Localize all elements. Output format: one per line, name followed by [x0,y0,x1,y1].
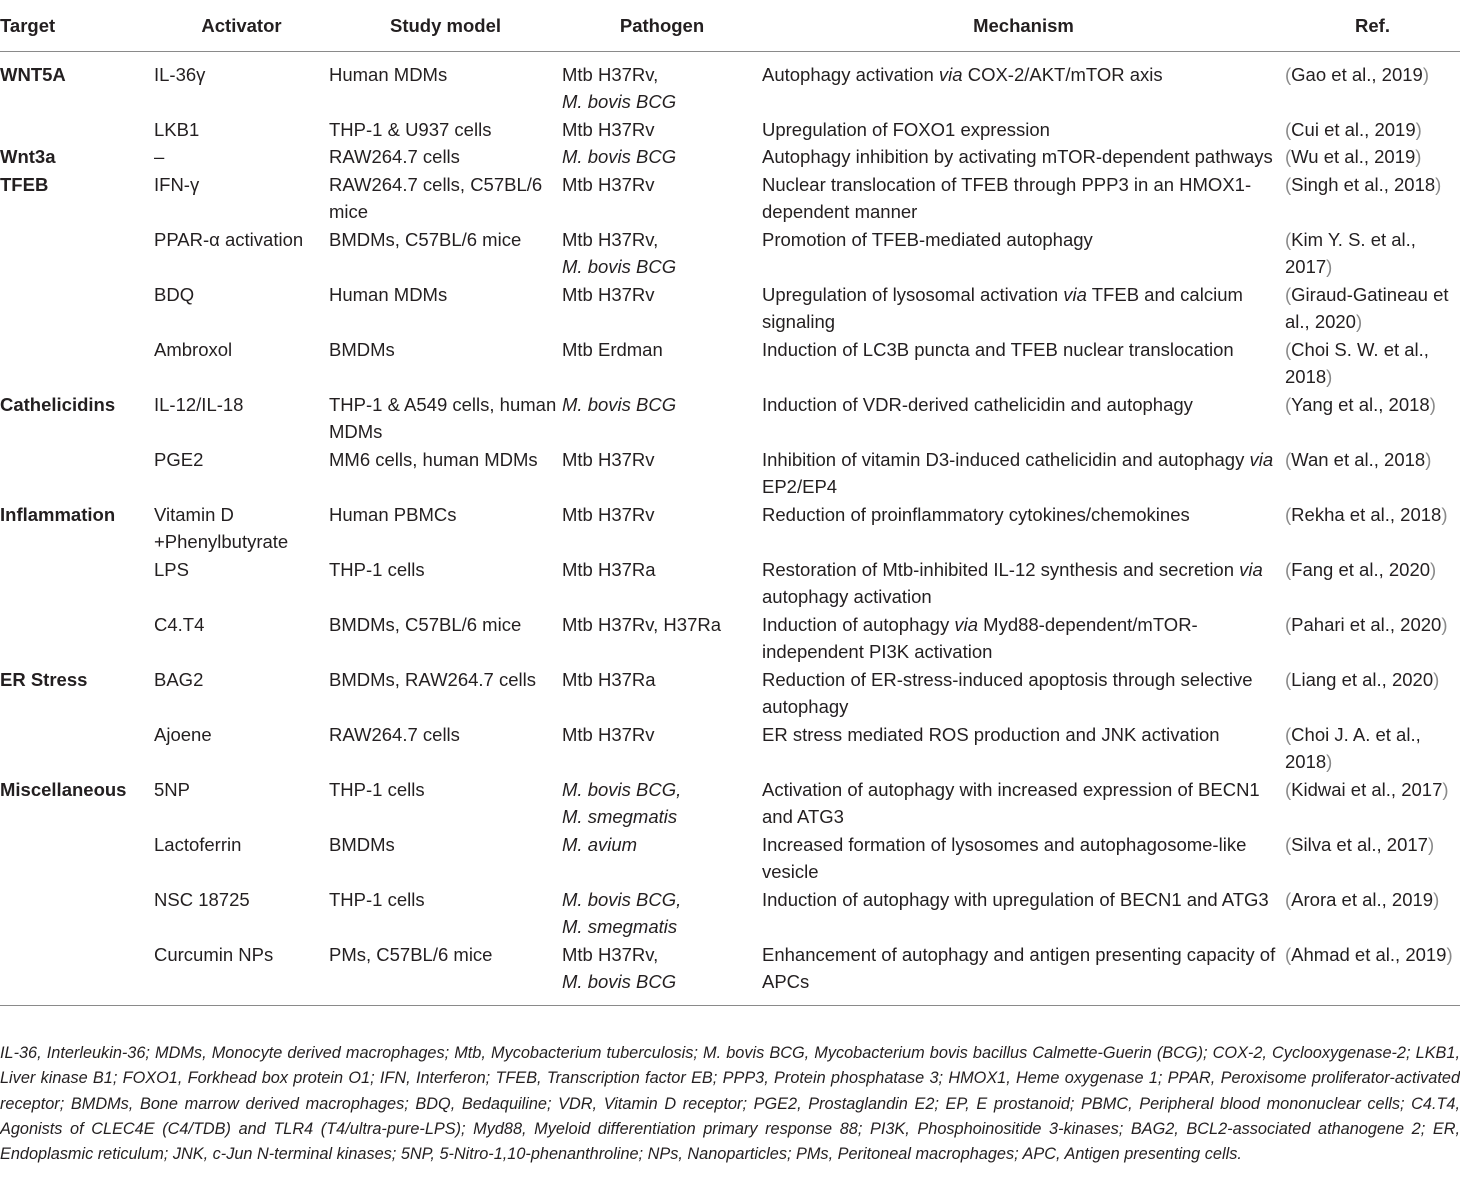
pathogen-line: Mtb H37Rv [562,723,655,745]
table-row [0,941,1460,1006]
cell-study-model: BMDMs [329,338,395,360]
cell-activator: – [154,146,165,167]
cell-study-model: RAW264.7 cells [329,146,460,167]
ref-citation[interactable]: Kim Y. S. et al., 2017 [1285,228,1416,277]
cell-mechanism [762,281,1285,336]
pathogen-line: Mtb H37Ra [562,668,656,690]
cell-mechanism [762,611,1285,666]
table-body [0,51,1460,1005]
pathogen-line: Mtb Erdman [562,338,663,360]
ref-close-paren: ) [1326,256,1333,277]
cell-mechanism [762,501,1285,556]
ref-citation[interactable]: Arora et al., 2019 [1291,888,1434,910]
header-row [0,4,1460,51]
cell-activator: LKB1 [154,118,200,140]
cell-study-model: THP-1 cells [329,558,425,580]
cell-study-model: RAW264.7 cells, C57BL/6 mice [329,173,543,222]
header-mechanism: Mechanism [762,4,1285,51]
mechanism-text: autophagy activation [762,586,932,607]
cell-study-model: BMDMs, RAW264.7 cells [329,668,536,690]
table-row [0,556,1460,611]
cell-pathogen [562,281,762,336]
pathogen-line: M. bovis BCG [562,256,677,277]
cell-target: ER Stress [0,668,88,690]
ref-close-paren: ) [1422,63,1429,85]
cell-ref [1285,336,1460,391]
ref-open-paren: ( [1285,888,1292,910]
cell-mechanism [762,941,1285,1006]
cell-study-model: THP-1 & U937 cells [329,118,492,140]
ref-citation[interactable]: Cui et al., 2019 [1291,118,1416,140]
cell-ref [1285,831,1460,886]
cell-pathogen [562,391,762,446]
mechanism-text: EP2/EP4 [762,476,838,497]
ref-close-paren: ) [1427,833,1435,855]
mechanism-via: via [954,613,979,635]
autophagy-targets-table [0,4,1460,1006]
mechanism-text: Induction of LC3B puncta and TFEB nuclear translocation [762,338,1234,360]
cell-ref [1285,886,1460,941]
cell-target [0,116,154,144]
pathogen-line: Mtb H37Rv, H37Ra [562,613,722,635]
mechanism-text: TFEB and calcium signaling [762,283,1243,332]
ref-citation[interactable]: Pahari et al., 2020 [1291,613,1442,635]
cell-ref [1285,941,1460,1006]
cell-pathogen [562,171,762,226]
cell-target [0,446,154,501]
cell-pathogen [562,886,762,941]
cell-target [0,886,154,941]
cell-study-model: BMDMs, C57BL/6 mice [329,613,522,635]
ref-open-paren: ( [1285,833,1292,855]
ref-citation[interactable]: Wu et al., 2019 [1291,146,1416,167]
cell-mechanism [762,721,1285,776]
cell-study-model: PMs, C57BL/6 mice [329,943,493,965]
mechanism-text: Upregulation of FOXO1 expression [762,118,1050,140]
ref-citation[interactable]: Liang et al., 2020 [1291,668,1434,690]
cell-study-model: RAW264.7 cells [329,723,460,745]
ref-close-paren: ) [1355,311,1363,332]
pathogen-line: Mtb H37Rv [562,118,655,140]
cell-pathogen [562,556,762,611]
table-row [0,721,1460,776]
ref-citation[interactable]: Ahmad et al., 2019 [1291,943,1447,965]
header-activator: Activator [154,4,329,51]
cell-activator: 5NP [154,778,190,800]
mechanism-text: Promotion of TFEB-mediated autophagy [762,228,1093,250]
pathogen-line: M. avium [562,833,638,855]
cell-target [0,336,154,391]
cell-pathogen [562,941,762,1006]
mechanism-via: via [1239,558,1263,580]
cell-ref [1285,611,1460,666]
cell-mechanism [762,143,1285,171]
ref-open-paren: ( [1285,943,1292,965]
ref-close-paren: ) [1433,888,1440,910]
ref-close-paren: ) [1446,943,1453,965]
cell-activator: LPS [154,558,189,580]
cell-mechanism [762,116,1285,144]
ref-close-paren: ) [1326,751,1333,772]
mechanism-text: Induction of autophagy [762,613,955,635]
cell-target: Inflammation [0,503,116,525]
cell-activator: IL-12/IL-18 [154,393,244,415]
ref-close-paren: ) [1433,668,1440,690]
cell-activator: BAG2 [154,668,204,690]
cell-target: WNT5A [0,63,66,85]
pathogen-line: Mtb H37Rv [562,283,655,305]
mechanism-text: Myd88-dependent/mTOR-independent PI3K activation [762,613,1198,662]
pathogen-line: Mtb H37Rv, [562,63,659,85]
cell-pathogen [562,51,762,116]
cell-ref [1285,51,1460,116]
cell-activator: Ajoene [154,723,212,745]
cell-target [0,721,154,776]
cell-target: Cathelicidins [0,393,116,415]
cell-target: Miscellaneous [0,778,127,800]
table-row [0,831,1460,886]
ref-citation[interactable]: Silva et al., 2017 [1291,833,1428,855]
cell-ref [1285,281,1460,336]
cell-study-model: THP-1 cells [329,778,425,800]
cell-activator: Lactoferrin [154,833,242,855]
cell-mechanism [762,776,1285,831]
pathogen-line: M. bovis BCG, [562,888,682,910]
ref-citation[interactable]: Choi J. A. et al., 2018 [1285,723,1421,772]
table-footnote: IL-36, Interleukin-36; MDMs, Monocyte derived macrophages; Mtb, Mycobacterium tuberculosis; M. bovis BCG, Mycobacterium bovis bacillus Calmette-Guerin (BCG); COX-2, Cyclooxygenase-2; LKB1, Liver kinase B1; FOXO1, Forkhead box protein O1; IFN, Interferon; TFEB, Transcription factor EB; PPP3, Protein phosphatase 3; HMOX1, Heme oxygenase 1; PPAR, Peroxisome proliferator-activated receptor; BMDMs, Bone marrow derived macrophages; BDQ, Bedaquiline; VDR, Vitamin D receptor; PGE2, Prostaglandin E2; EP, E prostanoid; PBMC, Peripheral blood mononuclear cells; C4.T4, Agonists of CLEC4E (C4/TDB) and TLR4 (T4/ultra-pure-LPS); Myd88, Myeloid differentiation primary response 88; PI3K, Phosphoinositide 3-kinases; BAG2, BCL2-associated athanogene 2; ER, Endoplasmic reticulum; JNK, c-Jun N-terminal kinases; 5NP, 5-Nitro-1,10-phenanthroline; NPs, Nanoparticles; PMs, Peritoneal macrophages; APC, Antigen presenting cells. [0,1044,1460,1164]
header-pathogen: Pathogen [562,4,762,51]
pathogen-line: Mtb H37Rv, [562,228,659,250]
cell-ref [1285,776,1460,831]
cell-activator: IFN-γ [154,173,200,195]
mechanism-text: Induction of VDR-derived cathelicidin and autophagy [762,393,1193,415]
cell-mechanism [762,171,1285,226]
cell-ref [1285,721,1460,776]
cell-pathogen [562,336,762,391]
cell-mechanism [762,391,1285,446]
cell-ref [1285,116,1460,144]
cell-pathogen [562,226,762,281]
ref-open-paren: ( [1285,283,1292,305]
header-target: Target [0,4,154,51]
cell-mechanism [762,226,1285,281]
cell-study-model: THP-1 & A549 cells, human MDMs [329,393,557,442]
cell-activator: IL-36γ [154,63,206,85]
cell-target [0,281,154,336]
mechanism-text: Nuclear translocation of TFEB through PPP3 in an HMOX1-dependent manner [762,173,1252,222]
pathogen-line: Mtb H37Rv [562,448,655,470]
cell-activator: PPAR-α activation [154,228,304,250]
mechanism-via: via [1063,283,1087,305]
ref-close-paren: ) [1435,173,1442,195]
ref-open-paren: ( [1285,558,1292,580]
mechanism-text: COX-2/AKT/mTOR axis [962,63,1163,85]
cell-study-model: Human MDMs [329,63,448,85]
pathogen-line: Mtb H37Rv, [562,943,659,965]
cell-activator: NSC 18725 [154,888,250,910]
ref-citation[interactable]: Yang et al., 2018 [1291,393,1430,415]
table-row [0,886,1460,941]
cell-study-model: Human PBMCs [329,503,457,525]
mechanism-via: via [938,63,963,85]
ref-close-paren: ) [1326,366,1333,387]
cell-activator: Vitamin D +Phenylbutyrate [154,503,289,552]
mechanism-text: Reduction of proinflammatory cytokines/chemokines [762,503,1190,525]
ref-open-paren: ( [1285,503,1292,525]
ref-open-paren: ( [1285,778,1292,800]
pathogen-line: M. smegmatis [562,916,678,937]
mechanism-text: Activation of autophagy with increased expression of BECN1 and ATG3 [762,778,1260,827]
ref-close-paren: ) [1415,118,1422,140]
pathogen-line: M. bovis BCG [562,146,677,167]
pathogen-line: M. bovis BCG [562,91,677,112]
ref-close-paren: ) [1429,393,1436,415]
cell-ref [1285,171,1460,226]
cell-mechanism [762,556,1285,611]
cell-pathogen [562,501,762,556]
mechanism-text: Reduction of ER-stress-induced apoptosis through selective autophagy [762,668,1253,717]
cell-target [0,556,154,611]
ref-close-paren: ) [1442,778,1449,800]
cell-pathogen [562,776,762,831]
cell-mechanism [762,831,1285,886]
mechanism-text: Induction of autophagy with upregulation of BECN1 and ATG3 [762,888,1269,910]
table-row [0,336,1460,391]
ref-open-paren: ( [1285,118,1292,140]
mechanism-text: Autophagy inhibition by activating mTOR-dependent pathways [762,146,1273,167]
table-header [0,4,1460,51]
mechanism-via: via [1249,448,1274,470]
ref-open-paren: ( [1285,723,1292,745]
table-row [0,116,1460,144]
cell-activator: BDQ [154,283,195,305]
cell-target [0,831,154,886]
cell-study-model: BMDMs [329,833,395,855]
ref-open-paren: ( [1285,173,1292,195]
mechanism-text: Upregulation of lysosomal activation [762,283,1064,305]
cell-ref [1285,391,1460,446]
ref-citation[interactable]: Wan et al., 2018 [1291,448,1426,470]
cell-pathogen [562,611,762,666]
cell-pathogen [562,721,762,776]
cell-ref [1285,226,1460,281]
cell-pathogen [562,666,762,721]
table-row [0,776,1460,831]
cell-pathogen [562,446,762,501]
pathogen-line: Mtb H37Rv [562,173,655,195]
ref-open-paren: ( [1285,338,1292,360]
ref-open-paren: ( [1285,668,1292,690]
table-row [0,446,1460,501]
cell-ref [1285,666,1460,721]
cell-target [0,226,154,281]
ref-close-paren: ) [1441,503,1448,525]
cell-mechanism [762,666,1285,721]
cell-pathogen [562,116,762,144]
ref-citation[interactable]: Choi S. W. et al., 2018 [1285,338,1429,387]
pathogen-line: M. bovis BCG, [562,778,682,800]
cell-target: TFEB [0,173,49,195]
cell-ref [1285,143,1460,171]
cell-study-model: MM6 cells, human MDMs [329,448,538,470]
cell-mechanism [762,336,1285,391]
ref-open-paren: ( [1285,393,1292,415]
ref-close-paren: ) [1415,146,1422,167]
mechanism-text: Enhancement of autophagy and antigen presenting capacity of APCs [762,943,1276,992]
cell-mechanism [762,886,1285,941]
ref-open-paren: ( [1285,146,1292,167]
cell-pathogen [562,143,762,171]
cell-activator: PGE2 [154,448,204,470]
header-ref: Ref. [1285,4,1460,51]
ref-citation[interactable]: Fang et al., 2020 [1291,558,1431,580]
pathogen-line: M. bovis BCG [562,393,677,415]
table-row [0,226,1460,281]
cell-study-model: THP-1 cells [329,888,425,910]
cell-study-model: BMDMs, C57BL/6 mice [329,228,522,250]
ref-close-paren: ) [1430,558,1437,580]
pathogen-line: Mtb H37Rv [562,503,655,525]
pathogen-line: M. bovis BCG [562,971,677,992]
table-row [0,281,1460,336]
ref-citation[interactable]: Singh et al., 2018 [1291,173,1436,195]
ref-citation[interactable]: Giraud-Gatineau et al., 2020 [1285,283,1449,332]
table-row [0,171,1460,226]
pathogen-line: Mtb H37Ra [562,558,656,580]
table-row [0,666,1460,721]
mechanism-text: Increased formation of lysosomes and autophagosome-like vesicle [762,833,1247,882]
mechanism-text: Restoration of Mtb-inhibited IL-12 synthesis and secretion [762,558,1240,580]
cell-pathogen [562,831,762,886]
cell-target [0,941,154,1006]
pathogen-line: M. smegmatis [562,806,678,827]
table-row [0,51,1460,116]
cell-activator: C4.T4 [154,613,205,635]
ref-open-paren: ( [1285,448,1292,470]
cell-study-model: Human MDMs [329,283,448,305]
table-row [0,611,1460,666]
cell-mechanism [762,446,1285,501]
ref-open-paren: ( [1285,613,1292,635]
ref-citation[interactable]: Kidwai et al., 2017 [1291,778,1443,800]
mechanism-text: Inhibition of vitamin D3-induced cathelicidin and autophagy [762,448,1250,470]
cell-activator: Curcumin NPs [154,943,274,965]
cell-ref [1285,556,1460,611]
ref-open-paren: ( [1285,63,1292,85]
cell-activator: Ambroxol [154,338,233,360]
ref-close-paren: ) [1441,613,1448,635]
mechanism-text: ER stress mediated ROS production and JNK activation [762,723,1220,745]
header-study-model: Study model [329,4,562,51]
cell-target: Wnt3a [0,146,56,167]
cell-ref [1285,501,1460,556]
ref-citation[interactable]: Gao et al., 2019 [1291,63,1423,85]
table-row [0,391,1460,446]
ref-open-paren: ( [1285,228,1292,250]
ref-citation[interactable]: Rekha et al., 2018 [1291,503,1442,525]
cell-target [0,611,154,666]
table-row [0,143,1460,171]
table-row [0,501,1460,556]
ref-close-paren: ) [1425,448,1432,470]
mechanism-text: Autophagy activation [762,63,939,85]
cell-mechanism [762,51,1285,116]
cell-ref [1285,446,1460,501]
